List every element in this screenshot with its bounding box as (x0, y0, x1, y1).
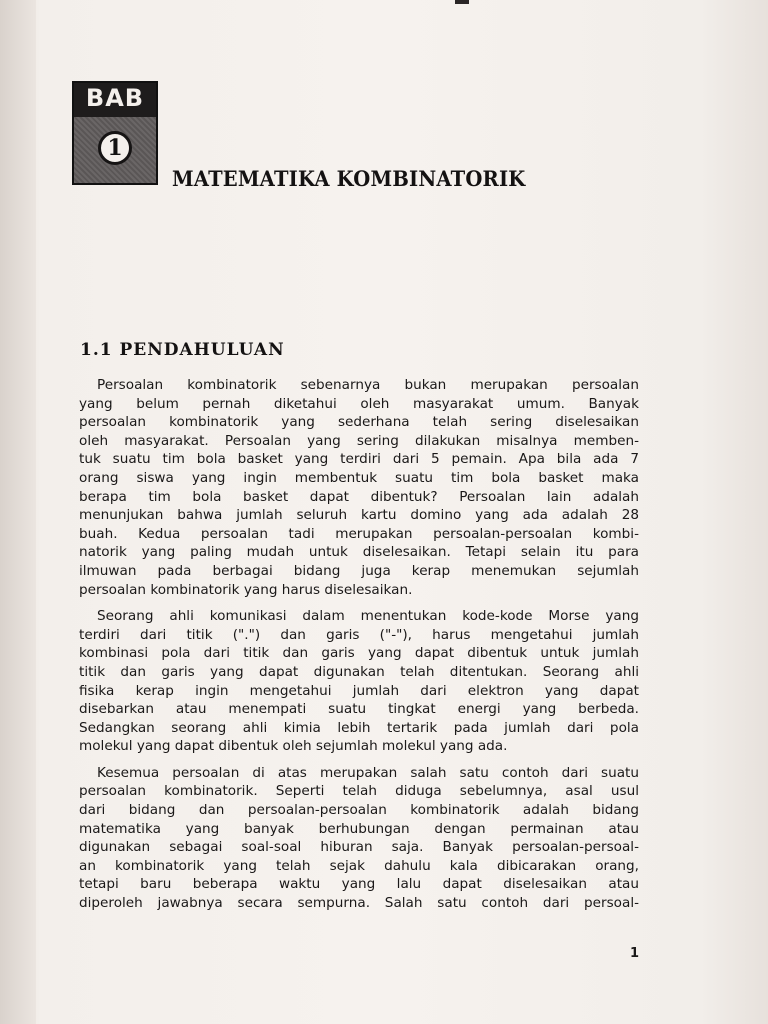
text-line: Kesemua persoalan di atas merupakan salah satu contoh dari suatu (97, 764, 639, 781)
paragraph-1 (79, 376, 639, 599)
text-line: tuk suatu tim bola basket yang terdiri dari 5 pemain. Apa bila ada 7 (79, 451, 639, 468)
text-line: matematika yang banyak berhubungan dengan permainan atau (79, 820, 639, 837)
badge-word: BAB (85, 84, 145, 112)
badge-header (74, 83, 156, 117)
text-line: persoalan kombinatorik yang harus diselesaikan. (79, 581, 413, 598)
text-line: Persoalan kombinatorik sebenarnya bukan merupakan persoalan (97, 377, 639, 393)
text-line: dari bidang dan persoalan-persoalan kombinatorik adalah bidang (79, 802, 639, 819)
section-heading: 1.1 PENDAHULUAN (80, 340, 285, 360)
text-line: kombinasi pola dari titik dan garis yang dapat dibentuk untuk jumlah (79, 645, 639, 662)
text-line: buah. Kedua persoalan tadi merupakan persoalan-persoalan kombi- (79, 525, 639, 542)
text-line: menunjukan bahwa jumlah seluruh kartu domino yang ada adalah 28 (79, 507, 639, 524)
text-line: titik dan garis yang dapat digunakan telah ditentukan. Seorang ahli (79, 663, 639, 680)
text-line: Sedangkan seorang ahli kimia lebih tertarik pada jumlah dari pola (79, 719, 639, 736)
scan-mark (455, 0, 469, 4)
text-line: persoalan kombinatorik yang sederhana telah sering diselesaikan (79, 414, 639, 431)
text-line: diperoleh jawabnya secara sempurna. Salah satu contoh dari persoal- (79, 895, 639, 912)
chapter-number: 1 (107, 135, 123, 161)
text-line: an kombinatorik yang telah sejak dahulu kala dibicarakan orang, (79, 857, 639, 874)
text-line: Seorang ahli komunikasi dalam menentukan kode-kode Morse yang (97, 608, 639, 625)
chapter-title: MATEMATIKA KOMBINATORIK (172, 166, 526, 191)
page-number: 1 (630, 946, 640, 961)
paragraph-2 (79, 607, 639, 756)
text-line: disebarkan atau menempati suatu tingkat energi yang berbeda. (79, 701, 639, 718)
text-line: fisika kerap ingin mengetahui jumlah dari elektron yang dapat (79, 682, 639, 699)
paragraph-3 (79, 764, 639, 913)
text-line: digunakan sebagai soal-soal hiburan saja. Banyak persoalan-persoal- (79, 839, 639, 856)
page-binding-shadow (0, 0, 36, 1024)
text-line: berapa tim bola basket dapat dibentuk? Persoalan lain adalah (79, 488, 639, 505)
text-line: orang siswa yang ingin membentuk suatu tim bola basket maka (79, 469, 639, 486)
text-line: persoalan kombinatorik. Seperti telah diduga sebelumnya, asal usul (79, 783, 639, 800)
text-line: oleh masyarakat. Persoalan yang sering dilakukan misalnya memben- (79, 432, 639, 449)
text-line: terdiri dari titik (".") dan garis ("-"), harus mengetahui jumlah (79, 626, 639, 643)
text-line: yang belum pernah diketahui oleh masyarakat umum. Banyak (79, 395, 639, 412)
badge-number-circle (98, 131, 132, 165)
text-line: ilmuwan pada berbagai bidang juga kerap menemukan sejumlah (79, 562, 639, 579)
text-line: tetapi baru beberapa waktu yang lalu dapat diselesaikan atau (79, 876, 639, 893)
body-text (79, 376, 639, 921)
text-line: molekul yang dapat dibentuk oleh sejumlah molekul yang ada. (79, 738, 508, 755)
chapter-badge (72, 81, 158, 185)
text-line: natorik yang paling mudah untuk diselesaikan. Tetapi selain itu para (79, 544, 639, 561)
